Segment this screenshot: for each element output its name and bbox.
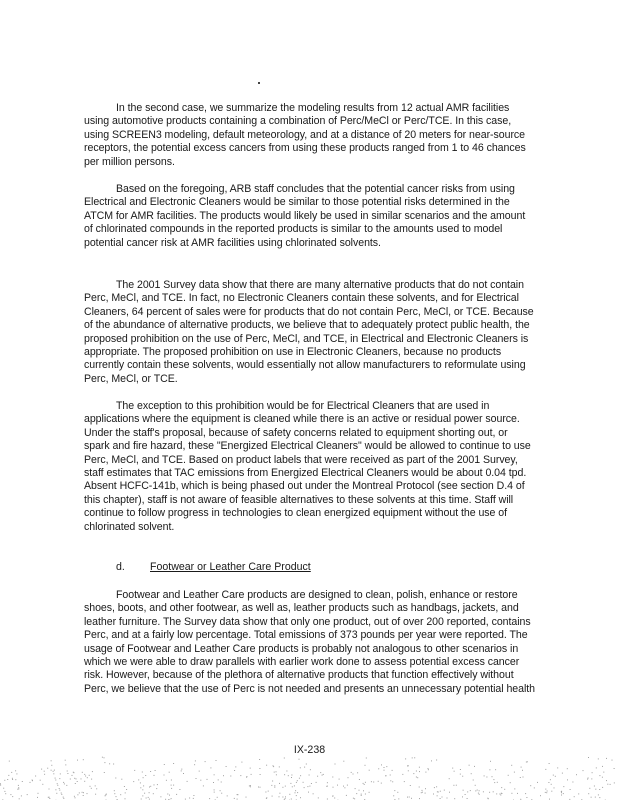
paragraph-footwear: Footwear and Leather Care products are designed to clean, polish, enhance or restore shoes, boots, and other footwear, as well as, leather products such as handbags, jackets, and leather furniture. The Survey data show that only one product, out of over 200 reported, contains Perc, and at a fairly low percentage. Total emissions of 373 pounds per year were reported. The usage of Footwear and Leather Care products is probably not analogous to other scenarios in which we were able to draw parallels with earlier work done to assess potential excess cancer risk. However, because of the plethora of alternative products that function effectively without Perc, we believe that the use of Perc is not needed and presents an unnecessary potential health [84,589,536,695]
page-number: IX-238 [293,744,326,756]
scan-speck [258,82,260,84]
paragraph-modeling-results: In the second case, we summarize the modeling results from 12 actual AMR facilities using automotive products containing a combination of Perc/MeCl or Perc/TCE. In this case, using SCREEN3 modeling, default meteorology, and at a distance of 20 meters for near-source receptors, the potential excess cancers from using these products ranged from 1 to 46 chances per million persons. [84,102,526,168]
section-heading [116,561,311,574]
paragraph-survey-data: The 2001 Survey data show that there are many alternative products that do not contain Perc, MeCl, and TCE. In fact, no Electronic Cleaners contain these solvents, and for Electrical Cleaners, 64 percent of sales were for products that do not contain Perc, MeCl, or TCE. Because of the abundance of alternative products, we believe that to adequately protect public health, the proposed prohibition on the use of Perc, MeCl, and TCE, in Electrical and Electronic Cleaners is appropriate. The proposed prohibition on use in Electronic Cleaners, because no products currently contain these solvents, would essentially not allow manufacturers to reformulate using Perc, MeCl, or TCE. [84,279,534,385]
section-title: Footwear or Leather Care Product [150,561,311,573]
paragraph-exception: The exception to this prohibition would be for Electrical Cleaners that are used in applications where the equipment is cleaned while there is an active or residual power source. Under the staff's proposal, because of safety concerns related to equipment shorting out, or spark and fire hazard, these "Energized Electrical Cleaners" would be allowed to continue to use Perc, MeCl, and TCE. Based on product labels that were received as part of the 2001 Survey, staff estimates that TAC emissions from Energized Electrical Cleaners would be about 0.04 tpd. Absent HCFC-141b, which is being phased out under the Montreal Protocol (see section D.4 of this chapter), staff is not aware of feasible alternatives to these solvents at this time. Staff will continue to follow progress in technologies to clean energized equipment without the use of chlorinated solvent. [84,400,531,533]
paragraph-arb-conclusion: Based on the foregoing, ARB staff concludes that the potential cancer risks from using Electrical and Electronic Cleaners would be similar to those potential risks determined in the ATCM for AMR facilities. The products would likely be used in similar scenarios and the amount of chlorinated compounds in the reported products is similar to the amounts used to model potential cancer risk at AMR facilities using chlorinated solvents. [84,183,526,249]
section-letter: d. [116,561,125,573]
scan-noise [0,752,619,800]
